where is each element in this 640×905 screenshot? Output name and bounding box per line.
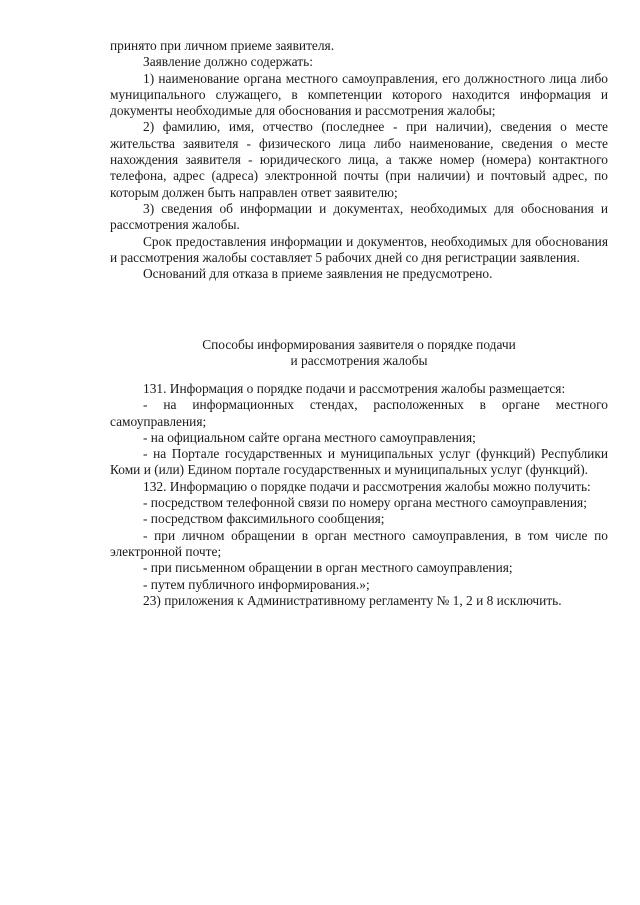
paragraph: - на информационных стендах, расположенных в органе местного самоуправления; xyxy=(110,397,608,429)
paragraph: - при письменном обращении в орган местного самоуправления; xyxy=(143,560,513,576)
paragraph: - посредством факсимильного сообщения; xyxy=(143,511,385,527)
paragraph: 2) фамилию, имя, отчество (последнее - при наличии), сведения о месте жительства заявителя - физического лица либо наименование, сведения о месте нахождения заявителя - юридического лица, а также номер (номера) контактного телефона, адрес (адреса) электронной почты (при наличии) и почтовый адрес, по которым должен быть направлен ответ заявителю; xyxy=(110,119,608,200)
paragraph: Оснований для отказа в приеме заявления не предусмотрено. xyxy=(143,266,493,282)
paragraph: 131. Информация о порядке подачи и рассмотрения жалобы размещается: xyxy=(143,381,566,396)
paragraph: - на официальном сайте органа местного самоуправления; xyxy=(143,429,476,445)
top-text-block xyxy=(110,38,608,282)
paragraph: 3) сведения об информации и документах, необходимых для обоснования и рассмотрения жалобы. xyxy=(110,200,608,233)
section-heading xyxy=(110,337,608,370)
paragraph: Срок предоставления информации и документов, необходимых для обоснования и рассмотрения жалобы составляет 5 рабочих дней со дня регистрации заявления. xyxy=(110,233,608,265)
bottom-text-block xyxy=(110,381,608,609)
paragraph: - при личном обращении в орган местного самоуправления, в том числе по электронной почте; xyxy=(110,527,608,559)
heading-line-2: и рассмотрения жалобы xyxy=(290,353,428,369)
paragraph: 1) наименование органа местного самоуправления, его должностного лица либо муниципального служащего, в компетенции которого находится информация и документы необходимые для обоснования и рассмотрения жалобы; xyxy=(110,70,608,119)
paragraph: - посредством телефонной связи по номеру органа местного самоуправления; xyxy=(143,495,587,511)
paragraph: - путем публичного информирования.»; xyxy=(143,576,370,592)
paragraph: 132. Информацию о порядке подачи и рассмотрения жалобы можно получить: xyxy=(143,478,591,494)
paragraph: 23) приложения к Административному регламенту № 1, 2 и 8 исключить. xyxy=(143,592,562,608)
paragraph: Заявление должно содержать: xyxy=(143,54,313,70)
paragraph: - на Портале государственных и муниципальных услуг (функций) Республики Коми и (или) Едином портале государственных и муниципальных услуг (функций). xyxy=(110,446,608,478)
paragraph: принято при личном приеме заявителя. xyxy=(110,38,335,53)
heading-line-1: Способы информирования заявителя о порядке подачи xyxy=(202,337,516,352)
